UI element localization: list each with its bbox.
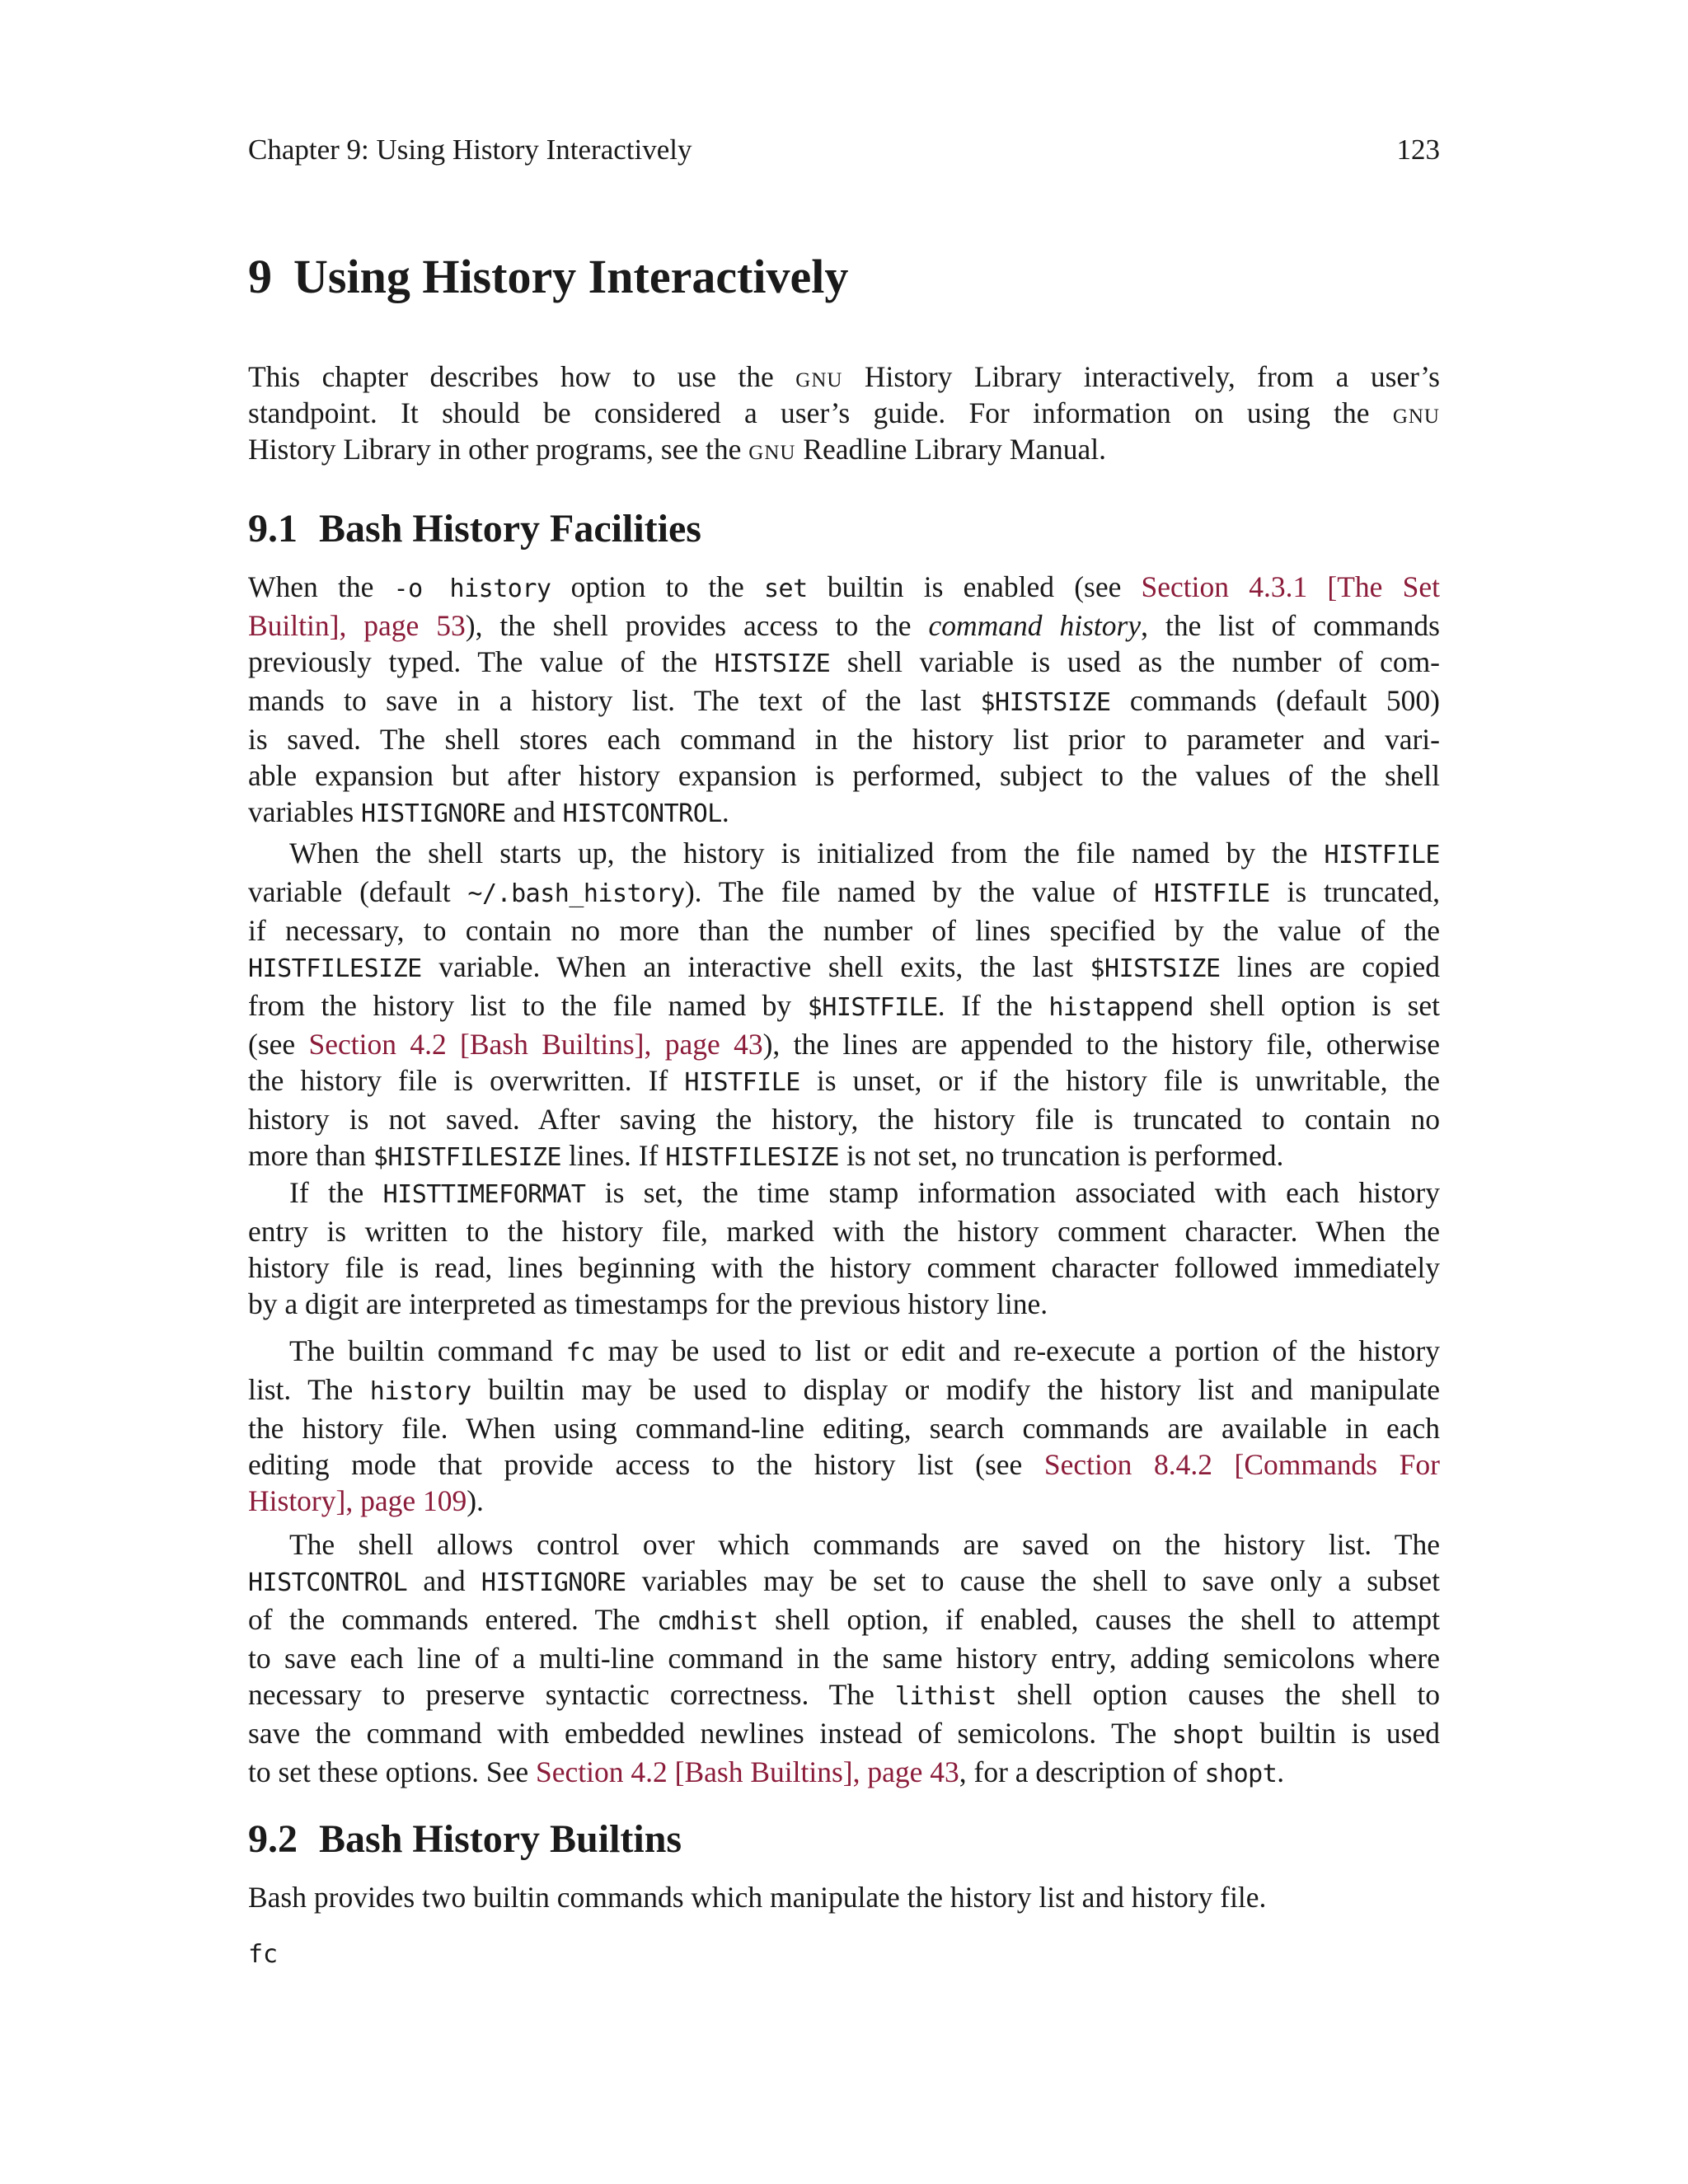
text-line: (see Section 4.2 [Bash Builtins], page 43), the lines are appended to the history file, otherwise	[248, 1028, 1440, 1061]
text-line: necessary to preserve syntactic correctness. The lithist shell option causes the shell to	[248, 1678, 1440, 1711]
cross-reference-link[interactable]: Section 4.2 [Bash Builtins], page 43	[308, 1028, 763, 1061]
cross-reference-link[interactable]: History], page 109	[248, 1484, 467, 1517]
text-line: variables HISTIGNORE and HISTCONTROL.	[248, 795, 729, 828]
text-line: Builtin], page 53), the shell provides access to the command history, the list of commands	[248, 609, 1440, 642]
section-9-1-paragraph-4	[248, 1333, 1440, 1519]
chapter-number: 9	[248, 250, 272, 303]
text-line: standpoint. It should be considered a user’s guide. For information on using the gnu	[248, 396, 1440, 429]
section-number: 9.2	[248, 1817, 298, 1861]
text-line: if necessary, to contain no more than the number of lines specified by the value of the	[248, 914, 1440, 947]
text-line: more than $HISTFILESIZE lines. If HISTFILESIZE is not set, no truncation is performed.	[248, 1139, 1284, 1172]
text-line: HISTFILESIZE variable. When an interactive shell exits, the last $HISTSIZE lines are copied	[248, 950, 1441, 983]
gnu-acronym: gnu	[748, 433, 796, 466]
text-line: History Library in other programs, see the gnu Readline Library Manual.	[248, 433, 1107, 466]
section-9-2-intro	[248, 1879, 1440, 1915]
cross-reference-link[interactable]: Section 4.3.1 [The Set	[1141, 570, 1440, 603]
chapter-title-text: Using History Interactively	[293, 250, 849, 303]
text-line: If the HISTTIMEFORMAT is set, the time stamp information associated with each history	[289, 1176, 1441, 1209]
gnu-acronym: gnu	[1392, 396, 1440, 429]
text-line: history is not saved. After saving the history, the history file is truncated to contain no	[248, 1103, 1440, 1136]
cross-reference-link[interactable]: Section 8.4.2 [Commands For	[1043, 1448, 1440, 1481]
text-line: When the -o history option to the set builtin is enabled (see Section 4.3.1 [The Set	[248, 570, 1440, 603]
section-9-1-paragraph-5	[248, 1526, 1440, 1793]
text-line: HISTCONTROL and HISTIGNORE variables may be set to cause the shell to save only a subset	[248, 1564, 1440, 1597]
text-line: the history file is overwritten. If HISTFILE is unset, or if the history file is unwritable, the	[248, 1064, 1441, 1097]
text-line: to save each line of a multi-line command in the same history entry, adding semicolons where	[248, 1642, 1440, 1675]
text-line: editing mode that provide access to the history list (see Section 8.4.2 [Commands For	[248, 1448, 1440, 1481]
text-line: is saved. The shell stores each command in the history list prior to parameter and vari-	[248, 723, 1440, 756]
gnu-acronym: gnu	[795, 360, 843, 393]
section-title: Bash History Builtins	[319, 1817, 682, 1861]
text-line: history file is read, lines beginning with the history comment character followed immediately	[248, 1251, 1440, 1284]
text-line: by a digit are interpreted as timestamps for the previous history line.	[248, 1287, 1048, 1320]
definition-term-fc: fc	[248, 1940, 279, 1969]
cross-reference-link[interactable]: Section 4.2 [Bash Builtins], page 43	[536, 1755, 959, 1788]
text-line: The builtin command fc may be used to list or edit and re-execute a portion of the history	[289, 1334, 1440, 1367]
text-line: previously typed. The value of the HISTSIZE shell variable is used as the number of com-	[248, 645, 1441, 678]
text-line: When the shell starts up, the history is initialized from the file named by the HISTFILE	[289, 837, 1440, 869]
section-number: 9.1	[248, 507, 298, 551]
section-title: Bash History Facilities	[319, 507, 701, 551]
text-line: of the commands entered. The cmdhist shell option, if enabled, causes the shell to attempt	[248, 1603, 1440, 1636]
section-9-1-paragraph-2	[248, 835, 1440, 1176]
text-line: save the command with embedded newlines instead of semicolons. The shopt builtin is used	[248, 1717, 1440, 1750]
text-line: from the history list to the file named by $HISTFILE. If the histappend shell option is set	[248, 989, 1441, 1022]
section-9-1-heading	[248, 504, 701, 554]
text-line: able expansion but after history expansion is performed, subject to the values of the shell	[248, 759, 1440, 792]
text-line: entry is written to the history file, marked with the history comment character. When the	[248, 1215, 1440, 1248]
text-line: mands to save in a history list. The text of the last $HISTSIZE commands (default 500)	[248, 684, 1440, 717]
text-line: variable (default ~/.bash_history). The file named by the value of HISTFILE is truncated,	[248, 875, 1440, 908]
chapter-title	[248, 247, 848, 307]
running-header-chapter: Chapter 9: Using History Interactively	[248, 134, 692, 166]
section-9-1-paragraph-1	[248, 569, 1440, 832]
text-line: This chapter describes how to use the gnu History Library interactively, from a user’s	[248, 360, 1440, 393]
text-line: to set these options. See Section 4.2 [Bash Builtins], page 43, for a description of shopt.	[248, 1755, 1285, 1788]
section-9-2-heading	[248, 1815, 682, 1864]
text-line: Bash provides two builtin commands which manipulate the history list and history file.	[248, 1881, 1267, 1914]
text-line: History], page 109).	[248, 1484, 484, 1517]
text-line: list. The history builtin may be used to display or modify the history list and manipulate	[248, 1373, 1440, 1406]
cross-reference-link[interactable]: Builtin], page 53	[248, 609, 466, 642]
chapter-intro-paragraph	[248, 359, 1440, 467]
text-line: the history file. When using command-line editing, search commands are available in each	[248, 1412, 1440, 1445]
page-number: 123	[1396, 134, 1440, 166]
section-9-1-paragraph-3	[248, 1174, 1440, 1322]
text-line: The shell allows control over which commands are saved on the history list. The	[289, 1528, 1440, 1561]
